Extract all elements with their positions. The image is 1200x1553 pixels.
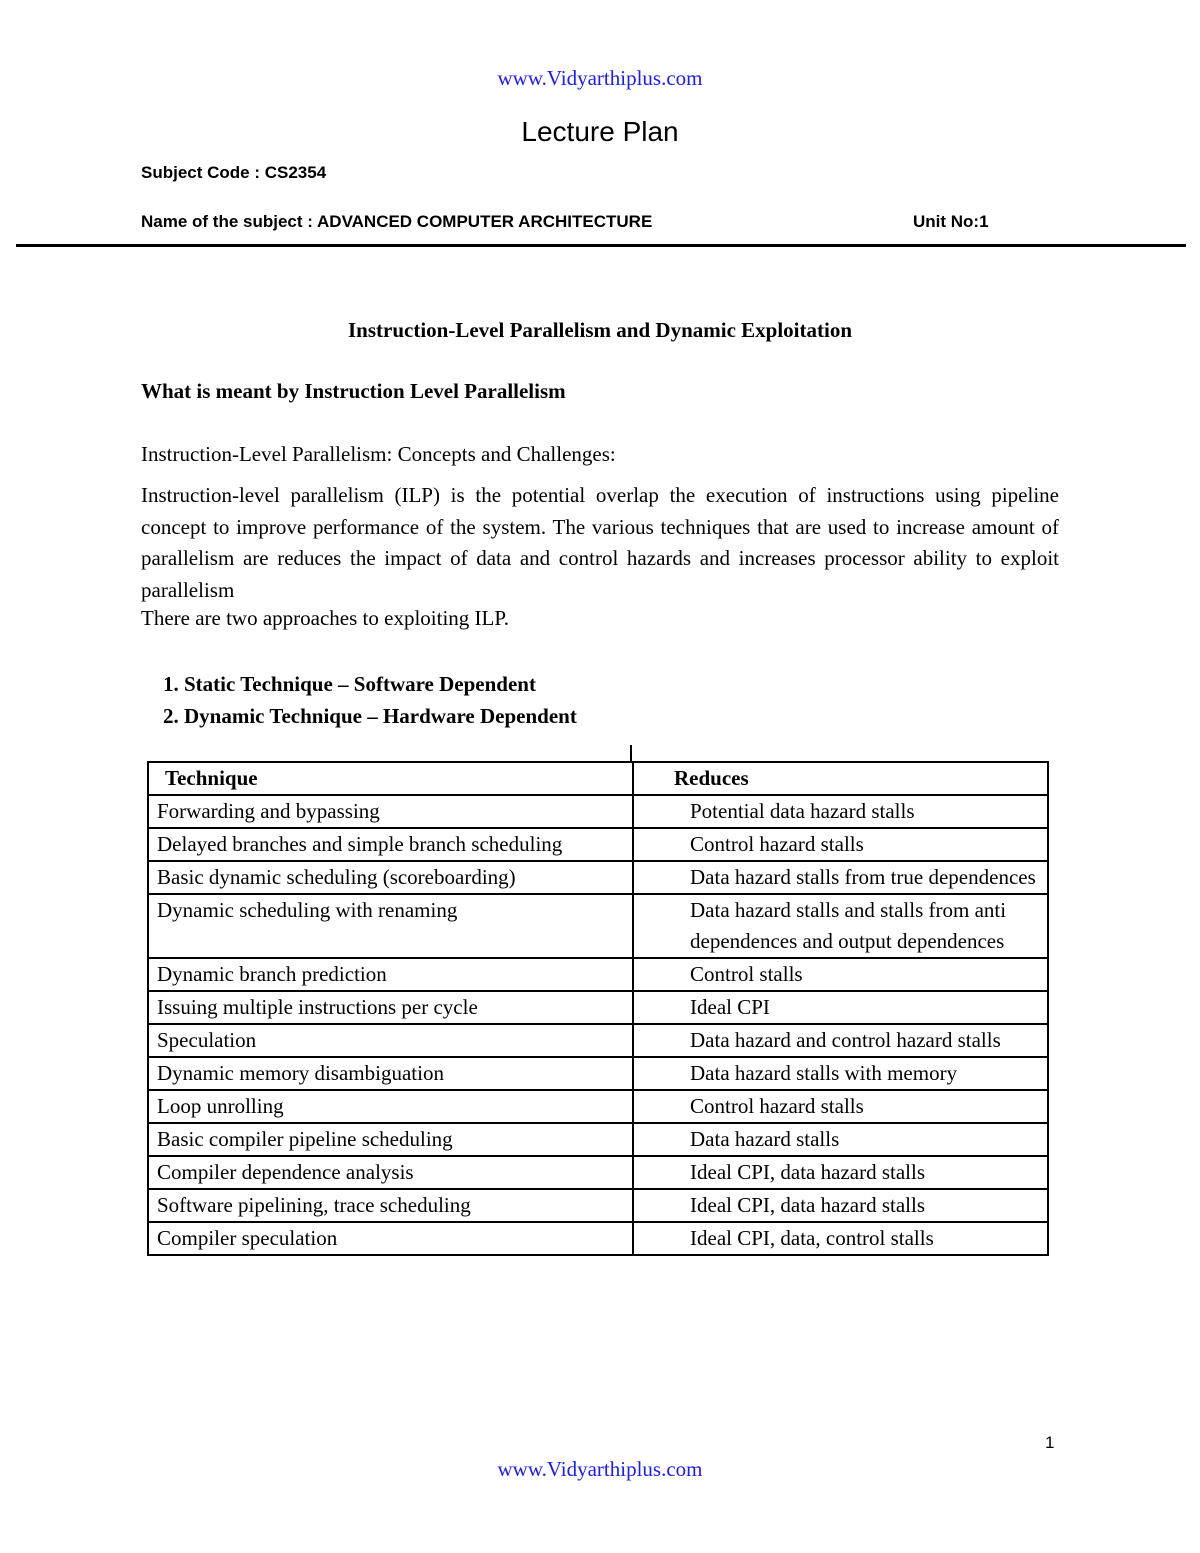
technique-cell: Forwarding and bypassing (148, 795, 633, 828)
reduces-cell: Data hazard stalls (633, 1123, 1048, 1156)
table-row (148, 991, 1048, 1024)
technique-cell: Issuing multiple instructions per cycle (148, 991, 633, 1024)
page-title: Lecture Plan (521, 116, 679, 147)
reduces-cell: Ideal CPI (633, 991, 1048, 1024)
technique-cell: Compiler speculation (148, 1222, 633, 1255)
table-row (148, 958, 1048, 991)
reduces-cell: Ideal CPI, data hazard stalls (633, 1189, 1048, 1222)
reduces-cell: Control stalls (633, 958, 1048, 991)
technique-cell: Compiler dependence analysis (148, 1156, 633, 1189)
technique-table (147, 761, 1049, 1256)
table-row (148, 1189, 1048, 1222)
table-row (148, 1090, 1048, 1123)
reduces-cell: Data hazard and control hazard stalls (633, 1024, 1048, 1057)
technique-cell: Dynamic branch prediction (148, 958, 633, 991)
unit-number: Unit No:1 (913, 212, 989, 231)
column-header-technique: Technique (148, 762, 633, 795)
technique-cell: Speculation (148, 1024, 633, 1057)
reduces-cell: Control hazard stalls (633, 1090, 1048, 1123)
technique-cell: Software pipelining, trace scheduling (148, 1189, 633, 1222)
list-item: 2. Dynamic Technique – Hardware Dependent (163, 703, 577, 728)
table-row (148, 1123, 1048, 1156)
table-row (148, 861, 1048, 894)
approach-list (163, 669, 577, 732)
reduces-cell: Potential data hazard stalls (633, 795, 1048, 828)
technique-cell: Delayed branches and simple branch scheduling (148, 828, 633, 861)
table-row (148, 795, 1048, 828)
section-heading: Instruction-Level Parallelism and Dynamic Exploitation (348, 318, 852, 342)
table-row (148, 828, 1048, 861)
technique-cell: Basic compiler pipeline scheduling (148, 1123, 633, 1156)
concepts-line: Instruction-Level Parallelism: Concepts and Challenges: (141, 442, 616, 466)
reduces-cell: Ideal CPI, data hazard stalls (633, 1156, 1048, 1189)
reduces-cell: Data hazard stalls from true dependences (633, 861, 1048, 894)
site-link-top[interactable]: www.Vidyarthiplus.com (497, 66, 703, 90)
table-row (148, 894, 1048, 958)
table-header-row (148, 762, 1048, 795)
table-row (148, 1024, 1048, 1057)
technique-cell: Basic dynamic scheduling (scoreboarding) (148, 861, 633, 894)
technique-cell: Loop unrolling (148, 1090, 633, 1123)
column-header-reduces: Reduces (633, 762, 1048, 795)
table-row (148, 1057, 1048, 1090)
reduces-cell: Control hazard stalls (633, 828, 1048, 861)
table-row (148, 1156, 1048, 1189)
reduces-cell: Ideal CPI, data, control stalls (633, 1222, 1048, 1255)
subject-name: Name of the subject : ADVANCED COMPUTER ARCHITECTURE (141, 212, 653, 231)
page-number: 1 (1045, 1433, 1055, 1452)
subject-code: Subject Code : CS2354 (141, 163, 327, 182)
reduces-cell: Data hazard stalls and stalls from anti dependences and output dependences (633, 894, 1048, 958)
question-heading: What is meant by Instruction Level Parallelism (141, 379, 566, 403)
technique-cell: Dynamic scheduling with renaming (148, 894, 633, 958)
approaches-line: There are two approaches to exploiting ILP. (141, 606, 509, 630)
table-row (148, 1222, 1048, 1255)
ilp-paragraph: Instruction-level parallelism (ILP) is the potential overlap the execution of instructions using pipeline concept to improve performance of the system. The various techniques that are used to increase amount of parallelism are reduces the impact of data and control hazards and increases processor ability to exploit parallelism (141, 483, 1059, 602)
technique-cell: Dynamic memory disambiguation (148, 1057, 633, 1090)
header-divider (16, 244, 1186, 247)
list-item: 1. Static Technique – Software Dependent (163, 672, 536, 696)
reduces-cell: Data hazard stalls with memory (633, 1057, 1048, 1090)
site-link-bottom[interactable]: www.Vidyarthiplus.com (497, 1457, 703, 1481)
